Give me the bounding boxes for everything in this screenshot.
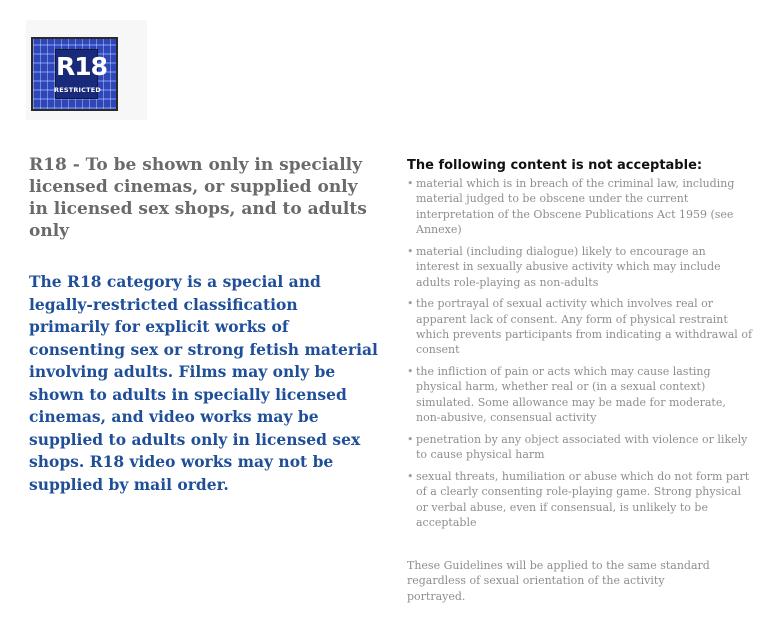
guidelines-note: These Guidelines will be applied to the same standard regardless of sexual orientation of the activity portrayed.	[407, 559, 710, 603]
intro-paragraph: The R18 category is a special and legally-restricted classification primarily for explicit works of consenting sex or strong fetish material involving adults. Films may only be shown to adults in specially licensed cinemas, and video works may be supplied to adults only in licensed sex shops. R18 video works may not be supplied by mail order.	[29, 272, 378, 494]
r18-badge	[53, 49, 108, 99]
bullet-icon: •	[407, 177, 414, 190]
list-item	[407, 244, 752, 290]
bullet-icon: •	[407, 365, 414, 379]
bullet-icon: •	[407, 244, 414, 258]
list-item	[407, 364, 752, 426]
bullet-icon: •	[407, 297, 414, 311]
list-item	[407, 432, 752, 463]
logo-restricted-text: RESTRICTED	[53, 86, 102, 94]
list-item	[407, 296, 752, 358]
logo-r18-text: R18	[56, 52, 108, 81]
unacceptable-content-title: The following content is not acceptable:	[407, 158, 703, 173]
list-item-text: sexual threats, humiliation or abuse which do not form part of a clearly consenting role-playing game. Strong physical or verbal abuse, even if consensual, is unlikely to be acceptable	[416, 469, 750, 530]
list-item-text: material which is in breach of the criminal law, including material judged to be obscene under the current interpretation of the Obscene Publications Act 1959 (see Annexe)	[416, 177, 735, 237]
list-item-text: material (including dialogue) likely to encourage an interest in sexually abusive activity which may include adults role-playing as non-adults	[416, 244, 721, 289]
page-heading: R18 - To be shown only in specially licensed cinemas, or supplied only in licensed sex shops, and to adults only	[29, 155, 367, 241]
list-item-text: penetration by any object associated with violence or likely to cause physical harm	[416, 432, 748, 462]
unacceptable-content-list	[407, 176, 752, 537]
bullet-icon: •	[407, 469, 414, 483]
list-item	[407, 469, 752, 531]
bullet-icon: •	[407, 432, 414, 446]
list-item-text: the infliction of pain or acts which may cause lasting physical harm, whether real or (in a sexual context) simulated. Some allowance may be made for moderate, non-abusive, consensual activity	[416, 365, 726, 425]
list-item-text: the portrayal of sexual activity which involves real or apparent lack of consent. Any form of physical restraint which prevents participants from indicating a withdrawal of consent	[416, 297, 753, 357]
list-item	[407, 176, 752, 238]
r18-restricted-logo	[31, 37, 118, 111]
